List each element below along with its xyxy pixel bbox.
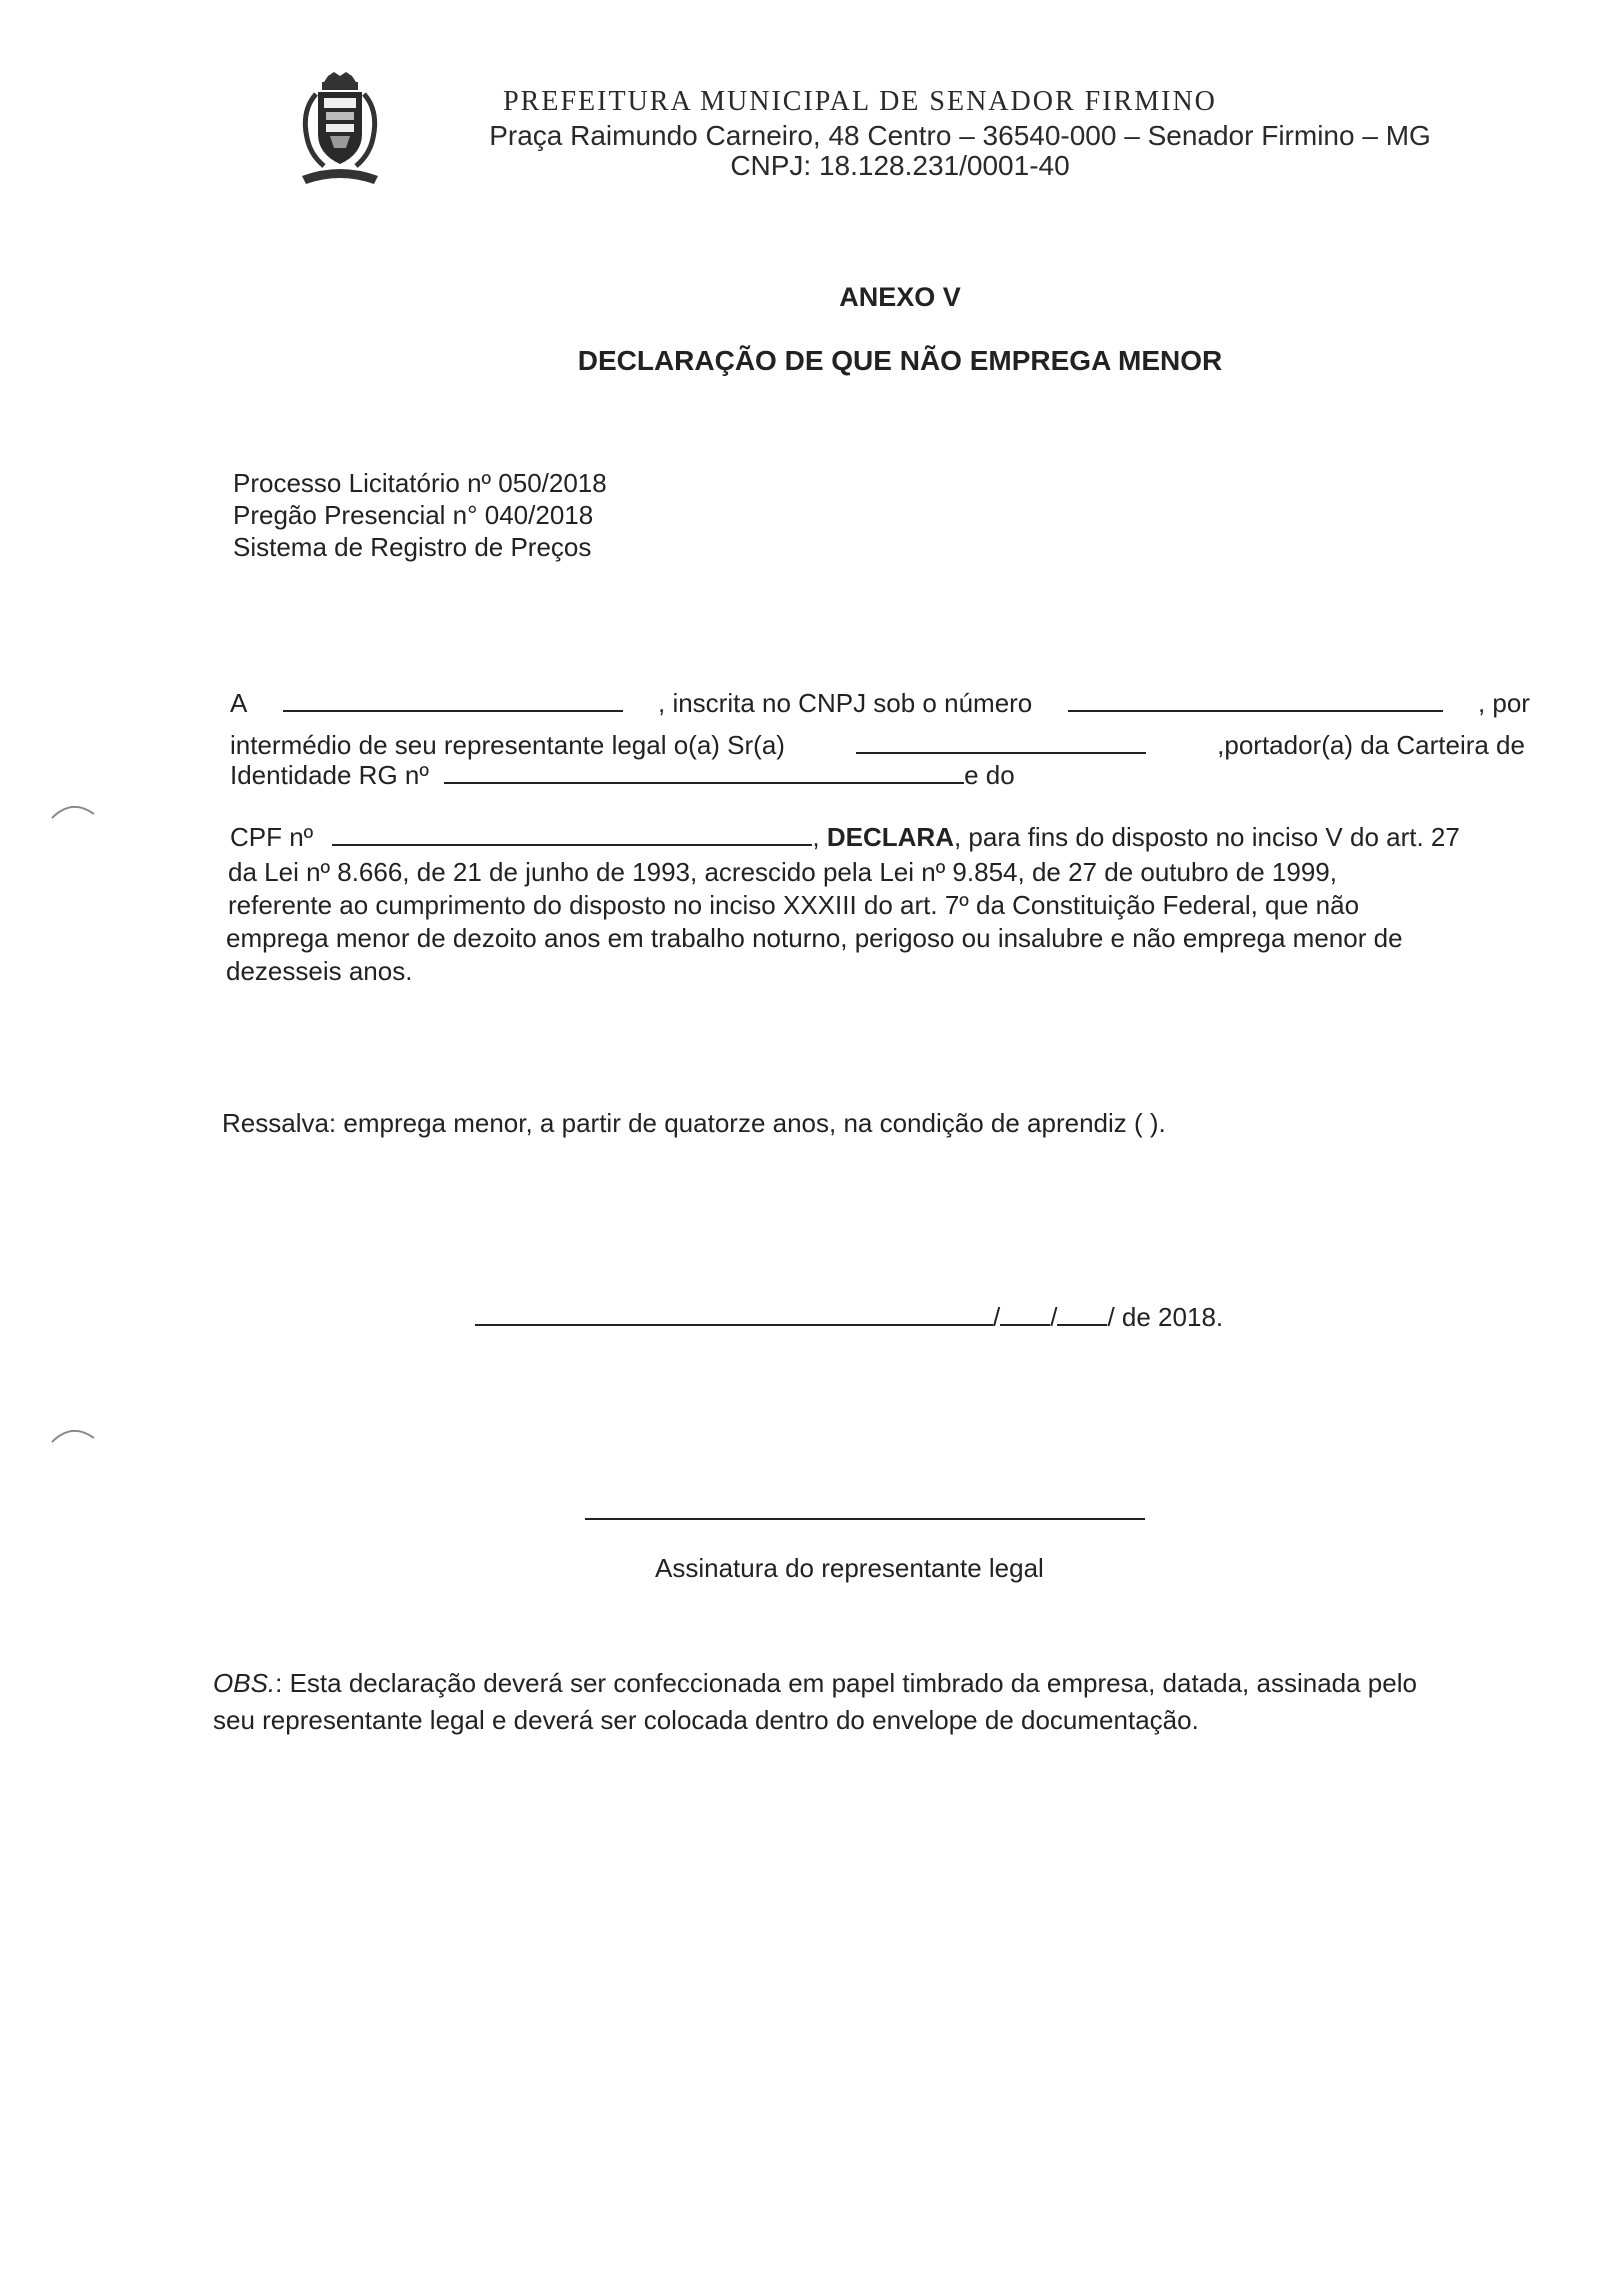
date-line [475,1302,1223,1333]
body-line-2-portador: ,portador(a) da Carteira de [1217,730,1525,760]
body-line-6: referente ao cumprimento do disposto no inciso XXXIII do art. 7º da Constituição Federal, que não [228,890,1360,920]
municipality-cnpj: CNPJ: 18.128.231/0001-40 [730,150,1070,181]
body-line-8: dezesseis anos. [226,956,413,986]
cnpj-number-field[interactable] [1068,688,1443,712]
ressalva-text: Ressalva: emprega menor, a partir de quatorze anos, na condição de aprendiz ( ). [222,1108,1166,1138]
punch-hole-mark [50,1420,96,1446]
obs-text-1: : Esta declaração deverá ser confeccionada em papel timbrado da empresa, datada, assinada pelo [275,1668,1417,1698]
annex-title: ANEXO V [839,282,961,312]
declara-keyword: DECLARA [826,822,954,852]
body-line-1-a: A [230,688,248,718]
body-line-4-cpf: CPF nº [230,822,314,852]
representative-name-field[interactable] [856,730,1146,754]
punch-hole-mark [50,796,96,822]
cpf-number-field[interactable] [332,822,812,846]
date-year-suffix: / de 2018. [1107,1302,1224,1332]
body-line-1-por: , por [1477,688,1530,718]
body-line-3-edo: e do [964,760,1015,790]
day-field[interactable] [1000,1302,1050,1326]
obs-line-1 [213,1668,1508,1699]
municipal-coat-of-arms-icon [290,72,390,190]
body-line-7: emprega menor de dezoito anos em trabalho noturno, perigoso ou insalubre e não emprega menor de [226,923,1403,953]
month-field[interactable] [1057,1302,1107,1326]
body-line-1 [230,688,1530,719]
signature-line[interactable] [585,1518,1145,1520]
company-name-field[interactable] [283,688,623,712]
body-line-5: da Lei nº 8.666, de 21 de junho de 1993, acrescido pela Lei nº 9.854, de 27 de outubro de 1999, [228,857,1337,887]
place-field[interactable] [475,1302,993,1326]
obs-line-2: seu representante legal e deverá ser colocada dentro do envelope de documentação. [213,1705,1199,1735]
obs-label: OBS. [213,1668,276,1698]
body-line-4-comma: , [812,822,827,852]
auction-number: Pregão Presencial n° 040/2018 [233,500,594,530]
body-line-2-intermedio: intermédio de seu representante legal o(a) Sr(a) [230,730,785,760]
declaration-title: DECLARAÇÃO DE QUE NÃO EMPREGA MENOR [577,345,1223,376]
municipality-name: PREFEITURA MUNICIPAL DE SENADOR FIRMINO [503,86,1217,117]
date-separator-2: / [1050,1302,1058,1332]
body-line-4 [230,822,1530,853]
body-line-2 [230,730,1525,761]
process-number: Processo Licitatório nº 050/2018 [233,468,607,498]
body-line-3 [230,760,1015,791]
registry-system: Sistema de Registro de Preços [233,532,592,562]
body-line-4-rest: , para fins do disposto no inciso V do art. 27 [953,822,1460,852]
municipality-address: Praça Raimundo Carneiro, 48 Centro – 36540-000 – Senador Firmino – MG [489,120,1431,151]
date-separator-1: / [993,1302,1001,1332]
signature-label: Assinatura do representante legal [655,1553,1044,1583]
rg-number-field[interactable] [444,760,964,784]
body-line-1-inscrita: , inscrita no CNPJ sob o número [658,688,1033,718]
body-line-3-identidade: Identidade RG nº [230,760,429,790]
